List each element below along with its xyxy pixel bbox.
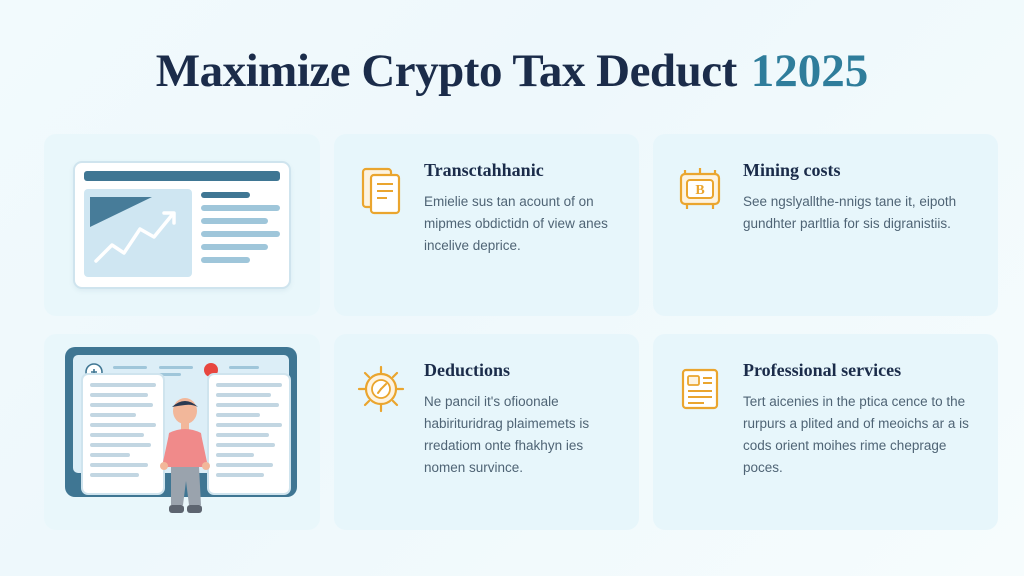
dashboard-chart-illustration xyxy=(73,161,291,289)
card-title-deductions: Deductions xyxy=(424,359,511,380)
window-titlebar xyxy=(84,171,280,181)
card-title-transaction-fees: Transctahhanic xyxy=(424,159,544,180)
title-main-text: Maximize Crypto Tax Deduct xyxy=(155,45,737,97)
card-deductions xyxy=(334,334,639,530)
card-title-professional-services: Professional services xyxy=(743,359,902,380)
document-right xyxy=(207,373,291,495)
card-desc-transaction-fees: Emielie sus tan acount of on mipmes obdictidn of view anes incelive deprice. xyxy=(424,194,608,253)
card-transaction-fees xyxy=(334,134,639,316)
card-illustration-documents xyxy=(44,334,320,530)
person-illustration xyxy=(155,393,215,521)
card-mining-costs xyxy=(653,134,998,316)
mining-server-icon xyxy=(673,162,727,216)
svg-text:B: B xyxy=(695,182,705,198)
card-professional-services xyxy=(653,334,998,530)
card-desc-deductions: Ne pancil it's ofioonale habirituridrag plaimemets is rredatiom onte fhakhyn ies nomen survince. xyxy=(424,394,590,475)
card-title-mining-costs: Mining costs xyxy=(743,159,841,180)
file-list-icon xyxy=(673,362,727,416)
clock-compass-icon xyxy=(354,362,408,416)
page-title xyxy=(44,46,980,98)
card-desc-mining-costs: See ngslyallthe-nnigs tane it, eipoth gundhter parltlia for sis digranistiis. xyxy=(743,194,957,232)
document-left xyxy=(81,373,165,495)
document-receipt-icon xyxy=(354,162,408,216)
chart-panel xyxy=(84,189,192,277)
card-desc-professional-services: Tert aicenies in the ptica cence to the rurpurs a plited and of meoichs ar a is cods orient moihes rime cheprage poces. xyxy=(743,394,969,475)
title-year-text: 12025 xyxy=(750,45,869,97)
window-text-lines xyxy=(201,189,280,277)
card-illustration-dashboard xyxy=(44,134,320,316)
documents-person-illustration xyxy=(59,339,305,525)
chart-triangle-shape xyxy=(90,197,152,227)
cards-grid xyxy=(44,134,980,530)
